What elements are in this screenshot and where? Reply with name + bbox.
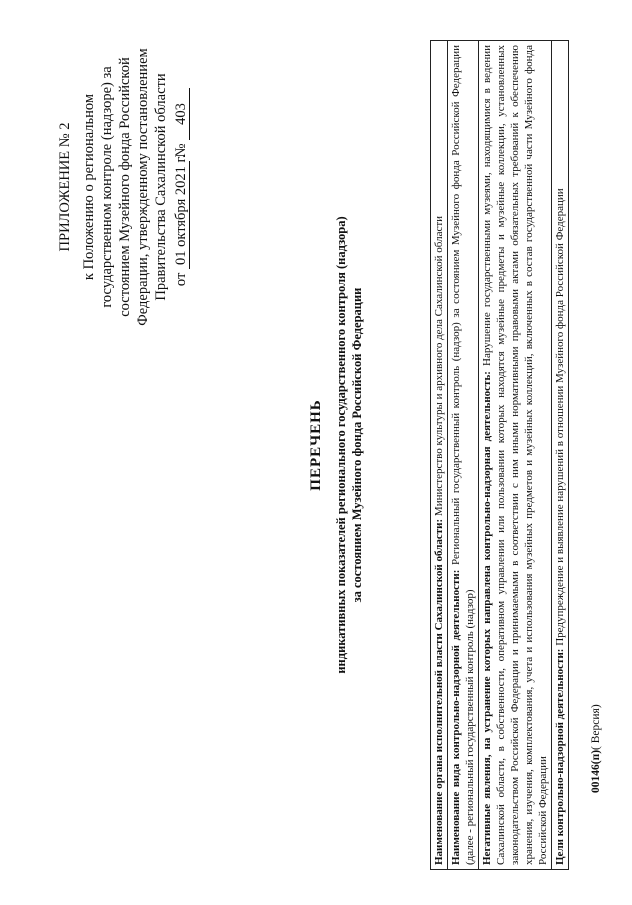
appendix-date-line	[172, 17, 190, 357]
date-prefix: от	[173, 272, 189, 287]
appendix-block	[56, 17, 190, 357]
row-text: Министерство культуры и архивного дела Сахалинской области	[433, 215, 445, 517]
table-row	[479, 41, 552, 870]
row-text: Предупреждение и выявление нарушений в отношении Музейного фонда Российской Федерации	[554, 188, 566, 646]
subtitle-line-1: индикативных показателей регионального государственного контроля (надзора)	[334, 216, 348, 674]
version-label: ( Версия)	[590, 704, 602, 750]
resolution-number: 403	[173, 88, 190, 140]
appendix-title: ПРИЛОЖЕНИЕ № 2	[57, 122, 73, 252]
document-title: ПЕРЕЧЕНЬ	[308, 399, 324, 491]
table-cell	[431, 41, 448, 870]
table-row	[431, 41, 448, 870]
table-cell	[552, 41, 569, 870]
appendix-line: состоянием Музейного фонда Российской	[117, 57, 133, 317]
row-label: Наименование органа исполнительной власти Сахалинской области:	[433, 518, 445, 865]
row-text: Региональный государственный контроль (надзор) за состоянием Музейного фонда Российской Федерации (далее - региональный государственный контроль (надзор)	[450, 44, 476, 865]
appendix-line: к Положению о региональном	[81, 93, 97, 281]
appendix-line: Правительства Сахалинской области	[153, 73, 169, 301]
version-footer	[590, 704, 602, 793]
row-label: Наименование вида контрольно-надзорной деятельности:	[450, 569, 462, 865]
table-row	[552, 41, 569, 870]
row-label: Цели контрольно-надзорной деятельности:	[554, 648, 566, 865]
info-table	[430, 40, 569, 870]
document-subtitle	[333, 135, 365, 755]
row-text: Нарушение государственными музеями, находящимися в ведении Сахалинской области, в собственности, оперативном управлении или пользовании которых находятся музейные предметы и музейные коллекции, установленных законодательством Российской Федерации и принимаемыми в соответствии с ним иными нормативными правовыми актами обязательных требований к обеспечению хранения, изучения, комплектования, учета и использования музейных предметов и музейных коллекций, включенных в состав государственной части Музейного фонда Российской Федерации	[481, 45, 549, 865]
number-prefix: №	[173, 143, 189, 158]
table-row	[448, 41, 479, 870]
appendix-line: Федерации, утвержденному постановлением	[135, 48, 151, 326]
document-code: 00146(п)	[590, 749, 602, 793]
resolution-date: 01 октября 2021 г.	[173, 161, 190, 269]
document-heading	[308, 135, 365, 755]
table-cell	[448, 41, 479, 870]
subtitle-line-2: за состоянием Музейного фонда Российской Федерации	[350, 287, 364, 603]
row-label: Негативные явления, на устранение которых направлена контрольно-надзорная деятельность:	[481, 371, 493, 865]
appendix-line: государственном контроле (надзоре) за	[99, 66, 115, 308]
table-cell	[479, 41, 552, 870]
